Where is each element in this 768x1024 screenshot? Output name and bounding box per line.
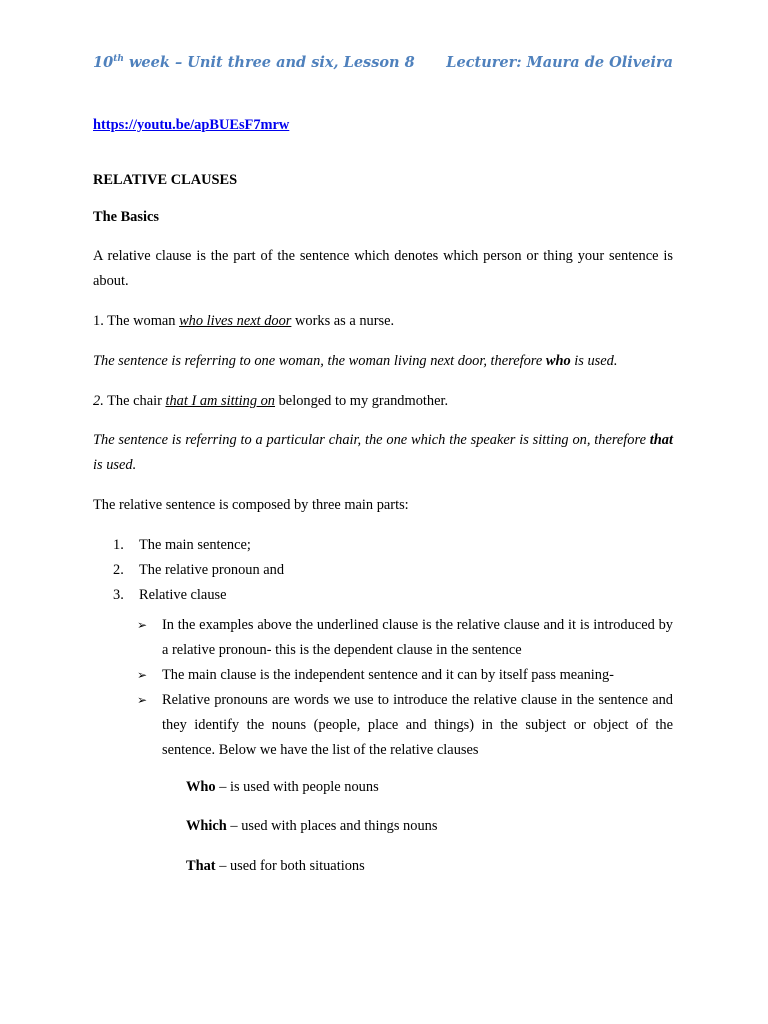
arrow-bullet-icon: ➢	[137, 668, 148, 682]
example-1: 1. The woman who lives next door works as a nurse.	[93, 313, 395, 329]
parts-intro: The relative sentence is composed by three main parts:	[93, 497, 409, 513]
header-lecturer: Lecturer: Maura de Oliveira	[446, 54, 673, 71]
list-item: 1. The main sentence;	[113, 537, 251, 553]
pronoun-who: Who – is used with people nouns	[186, 779, 379, 795]
section-heading: The Basics	[93, 209, 159, 225]
header-lesson: 10th week – Unit three and six, Lesson 8	[93, 54, 415, 71]
pronoun-which: Which – used with places and things nouns	[186, 818, 438, 834]
pronoun-that: That – used for both situations	[186, 858, 365, 874]
youtube-link[interactable]: https://youtu.be/apBUEsF7mrw	[93, 117, 290, 133]
bullet-list	[137, 613, 673, 763]
parts-list	[113, 537, 673, 612]
arrow-bullet-icon: ➢	[137, 618, 148, 632]
page-header	[93, 54, 673, 71]
explanation-1: The sentence is referring to one woman, the woman living next door, therefore who is used.	[93, 353, 618, 369]
bullet-item: ➢ The main clause is the independent sentence and it can by itself pass meaning-	[137, 663, 673, 688]
intro-paragraph: A relative clause is the part of the sentence which denotes which person or thing your sentence is about.	[93, 248, 673, 289]
bullet-item: ➢ Relative pronouns are words we use to introduce the relative clause in the sentence and they identify the nouns (people, place and things) in the subject or object of the sentence. Below we have the list of the relative clauses	[137, 688, 673, 763]
explanation-2: The sentence is referring to a particular chair, the one which the speaker is sitting on, therefore that is used.	[93, 432, 673, 473]
arrow-bullet-icon: ➢	[137, 693, 148, 707]
list-item: 2. The relative pronoun and	[113, 562, 285, 578]
list-item: 3. Relative clause	[113, 587, 227, 603]
page-title: RELATIVE CLAUSES	[93, 172, 238, 188]
bullet-item: ➢ In the examples above the underlined clause is the relative clause and it is introduced by a relative pronoun- this is the dependent clause in the sentence	[137, 613, 673, 663]
example-2: 2. The chair that I am sitting on belonged to my grandmother.	[93, 393, 449, 409]
